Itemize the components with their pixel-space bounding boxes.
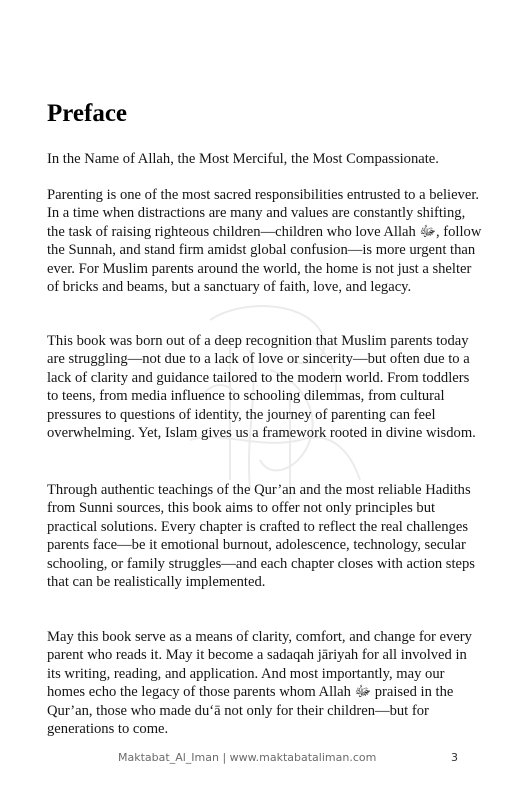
page-number: 3 bbox=[451, 751, 458, 764]
paragraph-teachings: Through authentic teachings of the Qur’an and the most reliable Hadiths from Sunni sources, this book aims to offer not only principles but practical solutions. Every chapter is crafted to reflect the real challenges parents face—be it emotional burnout, adolescence, technology, secular schooling, or family struggles—and each chapter closes with action steps that can be realistically implemented. bbox=[47, 482, 475, 591]
paragraph-parenting: Parenting is one of the most sacred responsibilities entrusted to a believer. In a time when distractions are many and values are constantly shifting, the task of raising righteous children—children who love Allah ﷻ, follow the Sunnah, and stand firm amidst global confusion—is more urgent than ever. For Muslim parents around the world, the home is not just a shelter of bricks and beams, but a sanctuary of faith, love, and legacy. bbox=[47, 187, 482, 296]
paragraph-bismillah: In the Name of Allah, the Most Merciful, the Most Compassionate. bbox=[47, 151, 439, 167]
paragraph-dua: May this book serve as a means of clarity, comfort, and change for every parent who reads it. May it become a sadaqah jāriyah for all involved in its writing, reading, and application. And most importantly, may our homes echo the legacy of those parents whom Allah ﷻ praised in the Qur’an, those who made du‘ā not only for their children—but for generations to come. bbox=[47, 629, 472, 738]
paragraph-book-origin: This book was born out of a deep recognition that Muslim parents today are struggling—not due to a lack of love or sincerity—but often due to a lack of clarity and guidance tailored to the modern world. From toddlers to teens, from media influence to schooling dilemmas, from cultural pressures to questions of identity, the journey of parenting can feel overwhelming. Yet, Islam gives us a framework rooted in divine wisdom. bbox=[47, 333, 476, 442]
page-footer bbox=[0, 749, 522, 767]
page-title: Preface bbox=[47, 100, 128, 127]
footer-publisher-text: Maktabat_Al_Iman | www.maktabataliman.com bbox=[118, 751, 377, 764]
